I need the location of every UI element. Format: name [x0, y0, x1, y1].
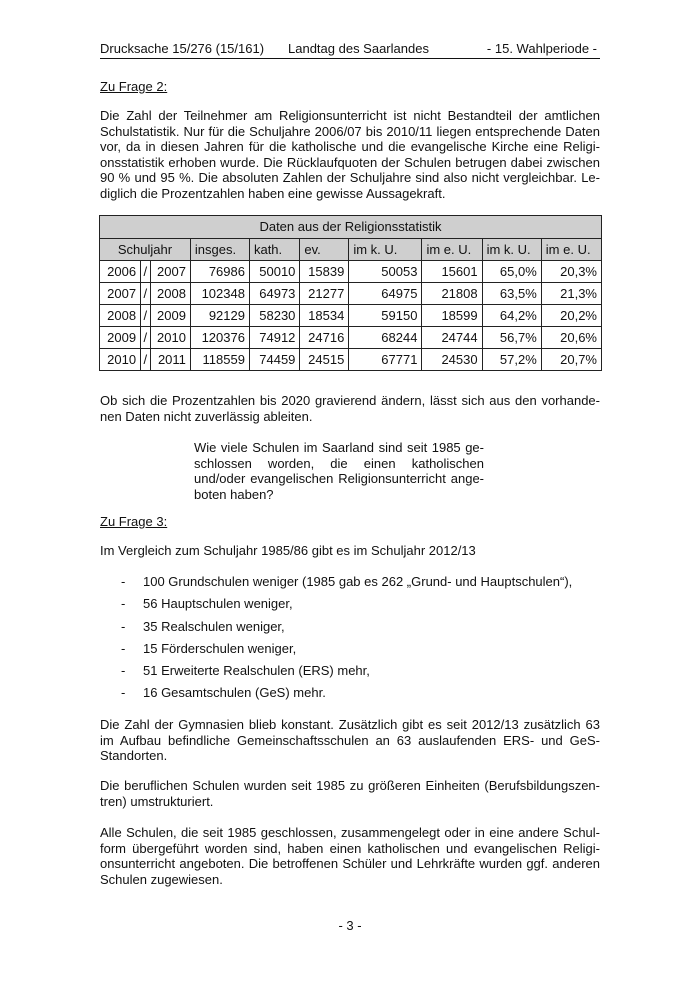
bullet-dash: -	[121, 663, 126, 679]
header-landtag: Landtag des Saarlandes	[288, 41, 429, 56]
col-header-im-e-u: im e. U.	[422, 239, 482, 261]
text-line: Ob sich die Prozentzahlen bis 2020 gravierend ändern, lässt sich aus den vorhande-	[100, 393, 600, 408]
intro-vergleich: Im Vergleich zum Schuljahr 1985/86 gibt es im Schuljahr 2012/13	[100, 543, 476, 558]
cell-year-to: 2007	[150, 261, 190, 283]
cell-ev: 24515	[300, 349, 349, 371]
paragraph-berufliche-schulen	[100, 778, 600, 809]
page-header	[100, 41, 600, 59]
cell-year-from: 2006	[100, 261, 141, 283]
question-frage-3	[194, 440, 484, 502]
text-line: Die beruflichen Schulen wurden seit 1985 zu größeren Einheiten (Berufsbildungszen-	[100, 778, 600, 793]
text-line: Schulen zugewiesen.	[100, 871, 223, 887]
cell-kath: 64973	[249, 283, 299, 305]
cell-im-k-u: 68244	[349, 327, 422, 349]
cell-pct-k: 57,2%	[482, 349, 541, 371]
text-line: vor, da in diesen Jahren für die katholische und die evangelische Kirche eine Religi-	[100, 139, 600, 154]
cell-im-k-u: 64975	[349, 283, 422, 305]
paragraph-prozentzahlen	[100, 393, 600, 424]
cell-separator: /	[141, 283, 151, 305]
cell-year-to: 2009	[150, 305, 190, 327]
text-line: tren) umstrukturiert.	[100, 793, 214, 809]
cell-year-to: 2008	[150, 283, 190, 305]
list-item-text: 35 Realschulen weniger,	[143, 618, 285, 634]
paragraph-alle-schulen	[100, 825, 600, 887]
cell-year-to: 2010	[150, 327, 190, 349]
text-line: boten haben?	[194, 486, 274, 502]
list-item	[100, 641, 600, 663]
text-line: form übergeführt worden sind, haben einen katholischen und evangelischen Religi-	[100, 840, 600, 856]
cell-im-e-u: 15601	[422, 261, 482, 283]
col-header-im-e-u-percent: im e. U.	[541, 239, 601, 261]
cell-year-from: 2009	[100, 327, 141, 349]
bullet-dash: -	[121, 574, 126, 589]
bullet-dash: -	[121, 685, 126, 701]
text-line: Alle Schulen, die seit 1985 geschlossen, zusammengelegt oder in eine andere Schul-	[100, 825, 600, 840]
table-title-row	[100, 216, 602, 239]
cell-pct-k: 63,5%	[482, 283, 541, 305]
cell-im-e-u: 21808	[422, 283, 482, 305]
cell-kath: 58230	[249, 305, 299, 327]
col-header-kath: kath.	[249, 239, 299, 261]
cell-separator: /	[141, 305, 151, 327]
cell-im-k-u: 67771	[349, 349, 422, 371]
cell-separator: /	[141, 327, 151, 349]
list-item-text: 15 Förderschulen weniger,	[143, 640, 297, 656]
list-item-text: 56 Hauptschulen weniger,	[143, 596, 293, 612]
cell-im-e-u: 24530	[422, 349, 482, 371]
table-row	[100, 349, 602, 371]
cell-pct-e: 20,7%	[541, 349, 601, 371]
page-number: - 3 -	[338, 918, 362, 933]
cell-ev: 15839	[300, 261, 349, 283]
cell-year-from: 2007	[100, 283, 141, 305]
table-title: Daten aus der Religionsstatistik	[100, 216, 602, 239]
col-header-schuljahr: Schuljahr	[100, 239, 191, 261]
cell-pct-k: 64,2%	[482, 305, 541, 327]
list-item-text: 16 Gesamtschulen (GeS) mehr.	[143, 685, 326, 701]
list-item	[100, 574, 600, 596]
cell-pct-k: 65,0%	[482, 261, 541, 283]
bullet-dash: -	[121, 640, 126, 656]
col-header-ev: ev.	[300, 239, 349, 261]
cell-insgesamt: 76986	[190, 261, 249, 283]
list-item-text: 100 Grundschulen weniger (1985 gab es 262 „Grund- und Hauptschulen“),	[143, 574, 573, 589]
list-item	[100, 596, 600, 618]
school-change-list	[100, 574, 600, 708]
text-line: im Aufbau befindliche Gemeinschaftsschulen an 63 auslaufenden ERS- und GeS-	[100, 732, 600, 748]
cell-separator: /	[141, 261, 151, 283]
table-row	[100, 283, 602, 305]
header-wahlperiode: - 15. Wahlperiode -	[486, 41, 597, 56]
heading-frage-3: Zu Frage 3:	[100, 514, 168, 529]
cell-pct-e: 20,6%	[541, 327, 601, 349]
list-item	[100, 619, 600, 641]
table-row	[100, 327, 602, 349]
cell-kath: 74912	[249, 327, 299, 349]
cell-insgesamt: 92129	[190, 305, 249, 327]
table-header-row	[100, 239, 602, 261]
cell-ev: 24716	[300, 327, 349, 349]
list-item-text: 51 Erweiterte Realschulen (ERS) mehr,	[143, 663, 370, 679]
cell-insgesamt: 118559	[190, 349, 249, 371]
cell-pct-e: 20,3%	[541, 261, 601, 283]
paragraph-gymnasien	[100, 717, 600, 764]
table-row	[100, 305, 602, 327]
cell-im-k-u: 50053	[349, 261, 422, 283]
cell-pct-e: 20,2%	[541, 305, 601, 327]
text-line: Standorten.	[100, 748, 168, 763]
text-line: schlossen worden, die einen katholischen	[194, 455, 484, 471]
text-line: onsunterricht angeboten. Die betroffenen Schüler und Lehrkräfte wurden ggf. anderen	[100, 856, 600, 871]
text-line: onsstatistik erhoben wurde. Die Rücklaufquoten der Schulen betrugen dabei zwischen	[100, 154, 600, 170]
bullet-dash: -	[121, 596, 126, 612]
text-line: Die Zahl der Teilnehmer am Religionsunterricht ist nicht Bestandteil der amtlichen	[100, 108, 600, 123]
text-line: diglich die Prozentzahlen haben eine gewisse Aussagekraft.	[100, 185, 446, 201]
text-line: 90 % und 95 %. Die absoluten Zahlen der Schuljahre sind also nicht vergleichbar. Le-	[100, 170, 600, 185]
cell-im-e-u: 24744	[422, 327, 482, 349]
cell-year-from: 2008	[100, 305, 141, 327]
cell-pct-k: 56,7%	[482, 327, 541, 349]
header-drucksache: Drucksache 15/276 (15/161)	[100, 41, 265, 56]
text-line: und/oder evangelischen Religionsunterricht ange-	[194, 471, 484, 486]
cell-year-from: 2010	[100, 349, 141, 371]
text-line: Schulstatistik. Nur für die Schuljahre 2006/07 bis 2010/11 liegen entsprechende Daten	[100, 123, 600, 139]
cell-insgesamt: 120376	[190, 327, 249, 349]
cell-insgesamt: 102348	[190, 283, 249, 305]
cell-separator: /	[141, 349, 151, 371]
text-line: nen Daten nicht zuverlässig ableiten.	[100, 408, 313, 424]
text-line: Die Zahl der Gymnasien blieb konstant. Zusätzlich gibt es seit 2012/13 zusätzlich 63	[100, 717, 600, 732]
cell-im-k-u: 59150	[349, 305, 422, 327]
heading-frage-2: Zu Frage 2:	[100, 79, 168, 94]
paragraph-religionsunterricht	[100, 108, 600, 201]
bullet-dash: -	[121, 618, 126, 634]
cell-ev: 18534	[300, 305, 349, 327]
list-item	[100, 663, 600, 685]
list-item	[100, 685, 600, 707]
col-header-im-k-u: im k. U.	[349, 239, 422, 261]
cell-im-e-u: 18599	[422, 305, 482, 327]
col-header-insgesamt: insges.	[190, 239, 249, 261]
cell-ev: 21277	[300, 283, 349, 305]
text-line: Wie viele Schulen im Saarland sind seit 1985 ge-	[194, 440, 484, 455]
table-row	[100, 261, 602, 283]
cell-year-to: 2011	[150, 349, 190, 371]
cell-kath: 50010	[249, 261, 299, 283]
cell-pct-e: 21,3%	[541, 283, 601, 305]
religion-statistics-table	[99, 215, 602, 371]
col-header-im-k-u-percent: im k. U.	[482, 239, 541, 261]
cell-kath: 74459	[249, 349, 299, 371]
